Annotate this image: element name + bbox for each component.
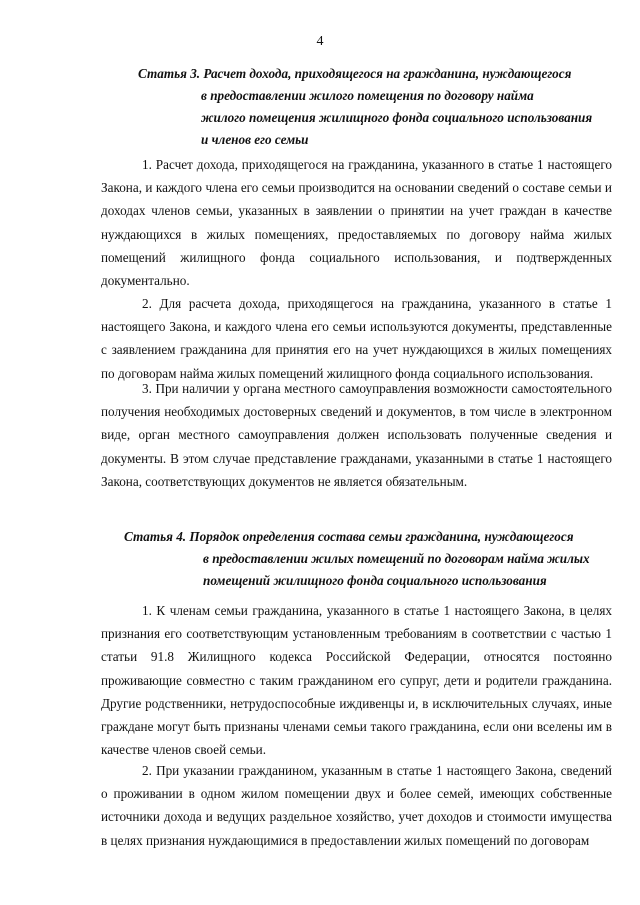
article-3-heading-line: и членов его семьи	[201, 132, 309, 147]
article-4-paragraph-1: 1. К членам семьи гражданина, указанного в статье 1 настоящего Закона, в целях признания его соответствующим установленным требованиям в соответствии с частью 1 статьи 91.8 Жилищного кодекса Российской Федерации, относятся постоянно проживающие совместно с таким гражданином его супруг, дети и родители гражданина. Другие родственники, нетрудоспособные иждивенцы и, в исключительных случаях, иные граждане могут быть признаны членами семьи такого гражданина, если они вселены им в качестве членов своей семьи.	[101, 603, 612, 758]
article-3-heading-line: в предоставлении жилого помещения по договору найма	[201, 88, 534, 103]
article-4-heading-line: помещений жилищного фонда социального использования	[203, 573, 547, 588]
article-3-heading	[138, 64, 592, 150]
page-number: 4	[316, 34, 324, 49]
article-4-heading	[124, 527, 590, 591]
article-3-paragraph-2: 2. Для расчета дохода, приходящегося на гражданина, указанного в статье 1 настоящего Закона, и каждого члена его семьи используются документы, представленные с заявлением гражданина для принятия его на учет нуждающихся в жилых помещениях по договорам найма жилых помещений жилищного фонда социального использования.	[101, 296, 612, 381]
article-3-paragraph-3: 3. При наличии у органа местного самоуправления возможности самостоятельного получения необходимых достоверных сведений и документов, в том числе в электронном виде, орган местного самоуправления должен использовать полученные сведения и документы. В этом случае представление гражданами, указанными в статье 1 настоящего Закона, соответствующих документов не является обязательным.	[101, 381, 612, 489]
article-3-paragraph-1: 1. Расчет дохода, приходящегося на гражданина, указанного в статье 1 настоящего Закона, и каждого члена его семьи производится на основании сведений о составе семьи и доходах членов семьи, указанных в заявлении о принятии на учет граждан в качестве нуждающихся в жилых помещениях, предоставляемых по договору найма жилых помещений жилищного фонда социального использования, и подтвержденных документально.	[101, 157, 612, 289]
article-3-heading-line: жилого помещения жилищного фонда социального использования	[201, 110, 593, 125]
article-3-heading-line: Статья 3. Расчет дохода, приходящегося на гражданина, нуждающегося	[138, 66, 572, 81]
article-4-paragraph-2: 2. При указании гражданином, указанным в статье 1 настоящего Закона, сведений о проживании в одном жилом помещении двух и более семей, имеющих собственные источники дохода и ведущих раздельное хозяйство, учет доходов и стоимости имущества в целях признания нуждающимися в предоставлении жилых помещений по договорам	[101, 763, 612, 848]
article-4-heading-line: в предоставлении жилых помещений по договорам найма жилых	[203, 551, 590, 566]
article-4-heading-line: Статья 4. Порядок определения состава семьи гражданина, нуждающегося	[124, 529, 574, 544]
